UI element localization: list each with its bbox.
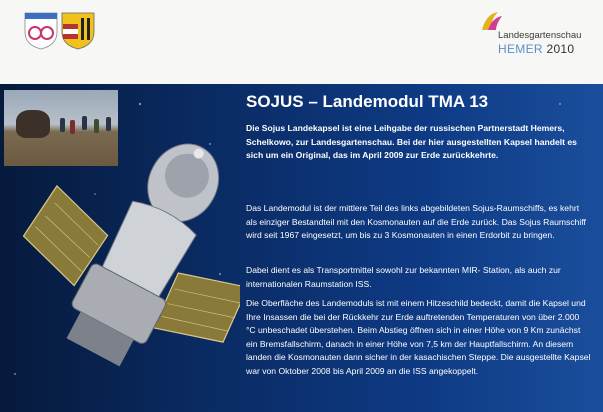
shchyolkovo-crest-icon <box>61 12 95 50</box>
header-band <box>0 0 603 84</box>
body-paragraph-1: Das Landemodul ist der mittlere Teil des links abgebildeten Sojus-Raumschiffs, es kehrt als einziger Bestandteil mit den Kosmonauten auf die Erde zurück. Das Sojus Raumschiff wird seit 1967 eingesetzt, um bis zu 3 Kosmonauten in einen Erdorbit zu bringen. <box>246 203 586 240</box>
hemer-crest-icon <box>24 12 58 50</box>
info-panel <box>0 84 603 412</box>
logo-wordmark: Landesgartenschau <box>498 30 582 41</box>
soyuz-spacecraft <box>0 114 240 412</box>
intro-paragraph: Die Sojus Landekapsel ist eine Leihgabe der russischen Partnerstadt Hemers, Schelkowo, zur Landesgartenschau. Bei der hier ausgestellten Kapsel handelt es sich um ein Original, das im April 2009 zur Erde zurückkehrte. <box>246 123 577 160</box>
landesgartenschau-logo-icon <box>478 10 504 32</box>
logo-place-year <box>498 42 574 56</box>
panel-title: SOJUS – Landemodul TMA 13 <box>246 92 489 111</box>
body-paragraph-3: Die Oberfläche des Landemoduls ist mit einem Hitzeschild bedeckt, damit die Kapsel und Ihre Insassen die bei der Rückkehr zur Erde auftretenden Temperaturen von über 2.000 °C unbeschadet überstehen. Beim Abstieg öffnen sich in einer Höhe von 9 Km zunächst ein Bremsfallschirm, danach in einer Höhe von 7,5 km der Hauptfallschirm. An diesem landen die Kosmonauten dann sicher in der kasachischen Steppe. Die ausgestellte Kapsel war von Oktober 2008 bis April 2009 an die ISS angekoppelt. <box>246 298 591 376</box>
body-paragraph-2: Dabei dient es als Transportmittel sowohl zur bekannten MIR- Station, als auch zur internationalen Raumstation ISS. <box>246 265 561 289</box>
logo-year: 2010 <box>546 42 575 56</box>
landesgartenschau-logo <box>478 8 588 64</box>
logo-place: HEMER <box>498 42 543 56</box>
